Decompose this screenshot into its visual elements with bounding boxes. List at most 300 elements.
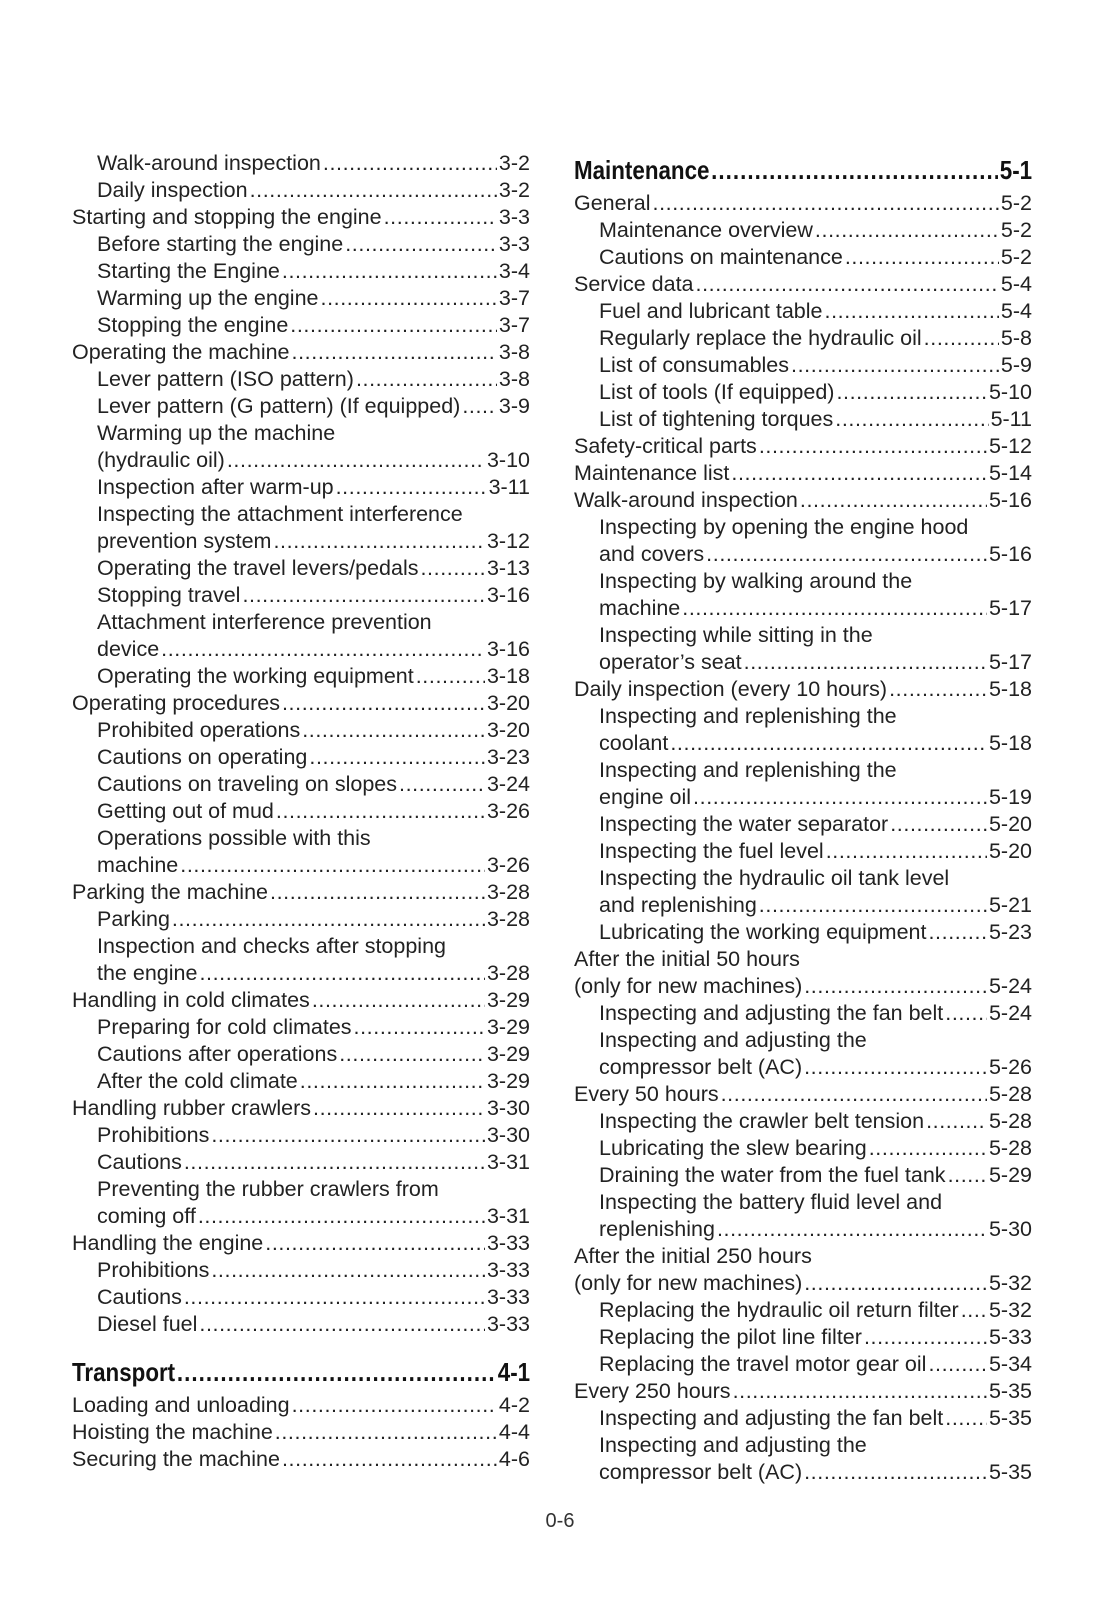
dot-leader bbox=[399, 771, 485, 798]
toc-entry-title: Inspecting and adjusting the fan belt bbox=[599, 1001, 944, 1025]
toc-entry[interactable] bbox=[574, 460, 1032, 487]
toc-entry-title: Daily inspection (every 10 hours) bbox=[574, 677, 888, 701]
dot-leader bbox=[653, 190, 999, 217]
toc-entry-title: Inspecting and adjusting the bbox=[599, 1433, 867, 1457]
toc-entry-title: Cautions on traveling on slopes bbox=[97, 772, 397, 796]
toc-entry-title: Every 250 hours bbox=[574, 1379, 731, 1403]
dot-leader bbox=[759, 892, 987, 919]
toc-entry-title: Fuel and lubricant table bbox=[599, 299, 823, 323]
toc-entry[interactable] bbox=[574, 1162, 1032, 1189]
toc-entry-title: Diesel fuel bbox=[97, 1312, 198, 1336]
toc-entry[interactable] bbox=[574, 946, 1032, 973]
toc-entry-title: Inspecting and adjusting the bbox=[599, 1028, 867, 1052]
toc-entry[interactable] bbox=[72, 933, 530, 960]
toc-entry-title: Cautions on maintenance bbox=[599, 245, 843, 269]
toc-left-column bbox=[72, 150, 530, 1473]
toc-entry-title: Inspection and checks after stopping bbox=[97, 934, 446, 958]
toc-entry[interactable] bbox=[574, 595, 1032, 622]
toc-entry-title: Stopping travel bbox=[97, 583, 241, 607]
toc-entry-title: Securing the machine bbox=[72, 1447, 280, 1471]
toc-entry-page: 5-33 bbox=[988, 1325, 1032, 1349]
dot-leader bbox=[300, 1068, 485, 1095]
toc-entry-title: List of tightening torques bbox=[599, 407, 834, 431]
toc-entry-title: Stopping the engine bbox=[97, 313, 289, 337]
dot-leader bbox=[928, 1351, 987, 1378]
toc-entry[interactable] bbox=[574, 352, 1032, 379]
toc-entry[interactable] bbox=[574, 1378, 1032, 1405]
dot-leader bbox=[845, 244, 999, 271]
toc-entry-title: Maintenance overview bbox=[599, 218, 813, 242]
toc-entry[interactable] bbox=[72, 852, 530, 879]
toc-entry[interactable] bbox=[72, 609, 530, 636]
toc-entry-page: 5-20 bbox=[988, 839, 1032, 863]
toc-entry-page: 5-8 bbox=[1000, 326, 1032, 350]
dot-leader bbox=[336, 474, 487, 501]
toc-entry[interactable] bbox=[72, 1284, 530, 1311]
toc-entry[interactable] bbox=[72, 204, 530, 231]
toc-entry[interactable] bbox=[574, 1000, 1032, 1027]
toc-entry-page: 3-3 bbox=[498, 232, 530, 256]
dot-leader bbox=[282, 690, 485, 717]
toc-entry-title: Operating the working equipment bbox=[97, 664, 414, 688]
dot-leader bbox=[184, 1284, 485, 1311]
toc-entry-page: 5-2 bbox=[1000, 191, 1032, 215]
toc-entry-title: replenishing bbox=[599, 1217, 715, 1241]
toc-entry-page: 3-26 bbox=[486, 799, 530, 823]
dot-leader bbox=[292, 1392, 497, 1419]
toc-entry[interactable] bbox=[72, 1446, 530, 1473]
toc-entry[interactable] bbox=[574, 190, 1032, 217]
toc-entry-page: 5-23 bbox=[988, 920, 1032, 944]
dot-leader bbox=[180, 852, 485, 879]
dot-leader bbox=[869, 1135, 987, 1162]
dot-leader bbox=[836, 379, 987, 406]
toc-entry-page: 5-4 bbox=[1000, 272, 1032, 296]
toc-entry-title: compressor belt (AC) bbox=[599, 1055, 803, 1079]
toc-entry-title: machine bbox=[97, 853, 179, 877]
dot-leader bbox=[276, 798, 485, 825]
toc-entry[interactable] bbox=[574, 298, 1032, 325]
toc-entry[interactable] bbox=[574, 973, 1032, 1000]
toc-entry-title: Handling rubber crawlers bbox=[72, 1096, 311, 1120]
dot-leader bbox=[275, 1419, 497, 1446]
toc-entry[interactable] bbox=[72, 1176, 530, 1203]
toc-entry-title: engine oil bbox=[599, 785, 692, 809]
toc-entry-title: Handling the engine bbox=[72, 1231, 264, 1255]
dot-leader bbox=[282, 1446, 497, 1473]
toc-entry-title: Lever pattern (G pattern) (If equipped) bbox=[97, 394, 461, 418]
toc-entry[interactable] bbox=[72, 258, 530, 285]
toc-entry-title: Walk-around inspection bbox=[97, 151, 321, 175]
toc-entry-title: Prohibitions bbox=[97, 1258, 210, 1282]
toc-entry[interactable] bbox=[574, 1189, 1032, 1216]
toc-entry-page: 3-7 bbox=[498, 286, 530, 310]
toc-right-column bbox=[574, 150, 1032, 1486]
toc-entry-title: Starting and stopping the engine bbox=[72, 205, 382, 229]
toc-entry[interactable] bbox=[574, 730, 1032, 757]
toc-entry[interactable] bbox=[574, 244, 1032, 271]
toc-entry-page: 5-35 bbox=[988, 1406, 1032, 1430]
dot-leader bbox=[804, 1270, 987, 1297]
dot-leader bbox=[815, 217, 999, 244]
toc-entry-title: Cautions bbox=[97, 1285, 182, 1309]
toc-entry[interactable] bbox=[72, 420, 530, 447]
toc-entry[interactable] bbox=[574, 1027, 1032, 1054]
toc-entry[interactable] bbox=[72, 1122, 530, 1149]
toc-entry-page: 3-16 bbox=[486, 637, 530, 661]
toc-entry[interactable] bbox=[72, 1257, 530, 1284]
toc-entry-title: Inspecting the crawler belt tension bbox=[599, 1109, 925, 1133]
toc-entry-page: 5-4 bbox=[1000, 299, 1032, 323]
toc-entry-title: Starting the Engine bbox=[97, 259, 280, 283]
toc-entry-title: Inspection after warm-up bbox=[97, 475, 334, 499]
toc-entry-page: 5-28 bbox=[988, 1109, 1032, 1133]
toc-entry-title: Cautions bbox=[97, 1150, 182, 1174]
toc-entry-page: 3-20 bbox=[486, 691, 530, 715]
toc-entry[interactable] bbox=[72, 1149, 530, 1176]
dot-leader bbox=[356, 366, 497, 393]
toc-entry[interactable] bbox=[574, 487, 1032, 514]
toc-entry[interactable] bbox=[72, 1095, 530, 1122]
toc-entry-page: 5-30 bbox=[988, 1217, 1032, 1241]
toc-entry-page: 3-2 bbox=[498, 151, 530, 175]
toc-entry-title: Lever pattern (ISO pattern) bbox=[97, 367, 354, 391]
toc-entry[interactable] bbox=[72, 690, 530, 717]
toc-chapter-maintenance[interactable] bbox=[574, 150, 1032, 190]
toc-entry[interactable] bbox=[72, 663, 530, 690]
dot-leader bbox=[227, 447, 485, 474]
toc-entry-page: 3-10 bbox=[486, 448, 530, 472]
toc-entry-title: prevention system bbox=[97, 529, 272, 553]
toc-entry[interactable] bbox=[72, 1068, 530, 1095]
toc-entry[interactable] bbox=[574, 1108, 1032, 1135]
toc-entry-page: 3-30 bbox=[486, 1096, 530, 1120]
toc-entry-title: After the initial 50 hours bbox=[574, 947, 800, 971]
dot-leader bbox=[889, 676, 987, 703]
toc-entry[interactable] bbox=[574, 325, 1032, 352]
toc-entry[interactable] bbox=[574, 757, 1032, 784]
dot-leader bbox=[312, 987, 485, 1014]
toc-entry[interactable] bbox=[574, 1324, 1032, 1351]
dot-leader bbox=[339, 1041, 485, 1068]
dot-leader bbox=[199, 1311, 485, 1338]
toc-entry-title: Hoisting the machine bbox=[72, 1420, 273, 1444]
toc-entry-page: 5-32 bbox=[988, 1271, 1032, 1295]
toc-entry-title: Every 50 hours bbox=[574, 1082, 719, 1106]
toc-entry[interactable] bbox=[72, 393, 530, 420]
toc-entry[interactable] bbox=[72, 960, 530, 987]
toc-entry-page: 3-9 bbox=[498, 394, 530, 418]
toc-entry[interactable] bbox=[574, 1351, 1032, 1378]
dot-leader bbox=[864, 1324, 987, 1351]
toc-entry[interactable] bbox=[574, 784, 1032, 811]
toc-entry[interactable] bbox=[72, 906, 530, 933]
toc-entry-page: 5-2 bbox=[1000, 218, 1032, 242]
toc-entry-title: operator’s seat bbox=[599, 650, 742, 674]
dot-leader bbox=[961, 1297, 987, 1324]
toc-entry[interactable] bbox=[574, 865, 1032, 892]
toc-entry[interactable] bbox=[72, 798, 530, 825]
toc-entry-page: 5-26 bbox=[988, 1055, 1032, 1079]
toc-entry-page: 3-4 bbox=[498, 259, 530, 283]
toc-entry-title: Preparing for cold climates bbox=[97, 1015, 352, 1039]
dot-leader bbox=[211, 1122, 485, 1149]
toc-entry[interactable] bbox=[574, 838, 1032, 865]
toc-entry[interactable] bbox=[574, 433, 1032, 460]
dot-leader bbox=[313, 1095, 485, 1122]
toc-entry-page: 3-33 bbox=[486, 1312, 530, 1336]
toc-entry-page: 5-12 bbox=[988, 434, 1032, 458]
toc-entry-page: 3-26 bbox=[486, 853, 530, 877]
toc-entry[interactable] bbox=[72, 1041, 530, 1068]
toc-entry-page: 5-24 bbox=[988, 1001, 1032, 1025]
toc-entry-title: Walk-around inspection bbox=[574, 488, 798, 512]
toc-entry[interactable] bbox=[574, 541, 1032, 568]
toc-entry-page: 3-11 bbox=[488, 475, 530, 499]
toc-entry-title: (hydraulic oil) bbox=[97, 448, 225, 472]
toc-entry[interactable] bbox=[72, 1419, 530, 1446]
dot-leader bbox=[945, 1405, 987, 1432]
toc-entry[interactable] bbox=[72, 825, 530, 852]
toc-entry[interactable] bbox=[574, 406, 1032, 433]
dot-leader bbox=[670, 730, 987, 757]
toc-entry-title: Daily inspection bbox=[97, 178, 248, 202]
toc-entry[interactable] bbox=[574, 892, 1032, 919]
toc-entry-title: Inspecting and replenishing the bbox=[599, 704, 897, 728]
dot-leader bbox=[177, 1352, 496, 1392]
dot-leader bbox=[682, 595, 987, 622]
toc-entry-page: 3-23 bbox=[486, 745, 530, 769]
toc-entry-title: Loading and unloading bbox=[72, 1393, 290, 1417]
dot-leader bbox=[706, 541, 987, 568]
dot-leader bbox=[717, 1216, 987, 1243]
dot-leader bbox=[825, 298, 999, 325]
dot-leader bbox=[184, 1149, 485, 1176]
toc-entry[interactable] bbox=[574, 811, 1032, 838]
dot-leader bbox=[384, 204, 497, 231]
toc-entry-page: 5-16 bbox=[988, 542, 1032, 566]
dot-leader bbox=[211, 1257, 485, 1284]
toc-entry-page: 3-31 bbox=[486, 1204, 530, 1228]
toc-entry-title: Warming up the engine bbox=[97, 286, 319, 310]
toc-entry[interactable] bbox=[72, 1230, 530, 1257]
toc-entry-page: 5-24 bbox=[988, 974, 1032, 998]
toc-entry-page: 5-9 bbox=[1000, 353, 1032, 377]
toc-entry-title: Safety-critical parts bbox=[574, 434, 757, 458]
toc-entry[interactable] bbox=[72, 285, 530, 312]
toc-entry-page: 5-32 bbox=[988, 1298, 1032, 1322]
toc-entry-title: Before starting the engine bbox=[97, 232, 344, 256]
toc-entry[interactable] bbox=[72, 771, 530, 798]
chapter-spacer bbox=[72, 1338, 530, 1352]
toc-entry-title: Inspecting the battery fluid level and bbox=[599, 1190, 943, 1214]
toc-entry-page: 5-10 bbox=[988, 380, 1032, 404]
toc-entry-title: (only for new machines) bbox=[574, 974, 803, 998]
toc-entry-title: Inspecting the fuel level bbox=[599, 839, 824, 863]
toc-entry[interactable] bbox=[72, 177, 530, 204]
toc-entry[interactable] bbox=[72, 1311, 530, 1338]
toc-entry-title: Regularly replace the hydraulic oil bbox=[599, 326, 922, 350]
toc-entry-page: 5-28 bbox=[988, 1082, 1032, 1106]
toc-entry[interactable] bbox=[574, 919, 1032, 946]
toc-entry-page: 3-3 bbox=[498, 205, 530, 229]
dot-leader bbox=[420, 555, 484, 582]
dot-leader bbox=[161, 636, 485, 663]
dot-leader bbox=[744, 649, 987, 676]
toc-entry[interactable] bbox=[72, 879, 530, 906]
toc-entry-title: and replenishing bbox=[599, 893, 757, 917]
toc-entry-title: compressor belt (AC) bbox=[599, 1460, 803, 1484]
toc-entry-page: 4-2 bbox=[498, 1393, 530, 1417]
toc-entry[interactable] bbox=[574, 1297, 1032, 1324]
toc-entry[interactable] bbox=[574, 1432, 1032, 1459]
toc-entry-title: Getting out of mud bbox=[97, 799, 274, 823]
toc-entry-title: Cautions on operating bbox=[97, 745, 308, 769]
toc-entry[interactable] bbox=[72, 312, 530, 339]
toc-entry-page: 3-8 bbox=[498, 340, 530, 364]
toc-entry-page: 3-16 bbox=[486, 583, 530, 607]
toc-entry-title: Inspecting by opening the engine hood bbox=[599, 515, 969, 539]
toc-entry-page: 3-28 bbox=[486, 961, 530, 985]
toc-entry[interactable] bbox=[574, 703, 1032, 730]
toc-entry[interactable] bbox=[72, 744, 530, 771]
toc-entry[interactable] bbox=[72, 150, 530, 177]
dot-leader bbox=[721, 1081, 987, 1108]
dot-leader bbox=[462, 393, 497, 420]
toc-entry[interactable] bbox=[574, 514, 1032, 541]
toc-entry-page: 3-18 bbox=[486, 664, 530, 688]
dot-leader bbox=[800, 487, 987, 514]
toc-entry[interactable] bbox=[72, 528, 530, 555]
dot-leader bbox=[890, 811, 987, 838]
toc-entry-page: 5-2 bbox=[1000, 245, 1032, 269]
toc-entry[interactable] bbox=[574, 271, 1032, 298]
toc-entry[interactable] bbox=[72, 1203, 530, 1230]
toc-entry-page: 3-33 bbox=[486, 1231, 530, 1255]
toc-entry[interactable] bbox=[574, 1054, 1032, 1081]
toc-entry[interactable] bbox=[574, 1459, 1032, 1486]
toc-entry[interactable] bbox=[574, 217, 1032, 244]
toc-entry-page: 5-28 bbox=[988, 1136, 1032, 1160]
toc-entry-title: Prohibited operations bbox=[97, 718, 301, 742]
dot-leader bbox=[693, 784, 987, 811]
toc-entry-page: 3-12 bbox=[486, 529, 530, 553]
toc-entry[interactable] bbox=[72, 501, 530, 528]
toc-entry[interactable] bbox=[574, 1216, 1032, 1243]
toc-entry-title: Transport bbox=[72, 1357, 176, 1387]
toc-entry-page: 3-29 bbox=[486, 1015, 530, 1039]
toc-entry[interactable] bbox=[72, 366, 530, 393]
dot-leader bbox=[309, 744, 485, 771]
toc-entry-title: Operating the travel levers/pedals bbox=[97, 556, 419, 580]
toc-entry[interactable] bbox=[574, 1135, 1032, 1162]
toc-entry[interactable] bbox=[574, 649, 1032, 676]
toc-entry[interactable] bbox=[72, 555, 530, 582]
toc-entry[interactable] bbox=[72, 582, 530, 609]
dot-leader bbox=[835, 406, 988, 433]
toc-entry-title: General bbox=[574, 191, 651, 215]
toc-entry-title: Preventing the rubber crawlers from bbox=[97, 1177, 439, 1201]
dot-leader bbox=[199, 960, 485, 987]
toc-entry-title: machine bbox=[599, 596, 681, 620]
toc-entry[interactable] bbox=[72, 474, 530, 501]
toc-entry-title: Inspecting by walking around the bbox=[599, 569, 913, 593]
toc-entry-page: 5-19 bbox=[988, 785, 1032, 809]
toc-entry[interactable] bbox=[72, 339, 530, 366]
toc-entry-page: 4-1 bbox=[497, 1357, 531, 1387]
toc-entry[interactable] bbox=[72, 1392, 530, 1419]
toc-entry[interactable] bbox=[574, 1270, 1032, 1297]
toc-entry-page: 5-18 bbox=[988, 677, 1032, 701]
dot-leader bbox=[250, 177, 497, 204]
toc-entry-title: Inspecting while sitting in the bbox=[599, 623, 873, 647]
dot-leader bbox=[759, 433, 987, 460]
dot-leader bbox=[924, 325, 999, 352]
toc-entry-title: Warming up the machine bbox=[97, 421, 336, 445]
toc-entry[interactable] bbox=[574, 379, 1032, 406]
toc-entry-page: 5-20 bbox=[988, 812, 1032, 836]
toc-entry[interactable] bbox=[72, 447, 530, 474]
toc-entry[interactable] bbox=[72, 1014, 530, 1041]
toc-entry-title: List of tools (If equipped) bbox=[599, 380, 835, 404]
toc-entry-title: Operations possible with this bbox=[97, 826, 371, 850]
toc-entry-title: Replacing the travel motor gear oil bbox=[599, 1352, 927, 1376]
dot-leader bbox=[928, 919, 986, 946]
toc-entry[interactable] bbox=[574, 568, 1032, 595]
dot-leader bbox=[265, 1230, 485, 1257]
toc-entry-page: 3-28 bbox=[486, 907, 530, 931]
dot-leader bbox=[731, 460, 987, 487]
dot-leader bbox=[926, 1108, 987, 1135]
toc-entry-title: Lubricating the slew bearing bbox=[599, 1136, 867, 1160]
toc-entry-title: Service data bbox=[574, 272, 694, 296]
toc-entry-page: 3-24 bbox=[486, 772, 530, 796]
toc-entry-title: Inspecting the water separator bbox=[599, 812, 889, 836]
dot-leader bbox=[321, 285, 497, 312]
toc-entry[interactable] bbox=[72, 231, 530, 258]
toc-chapter-transport[interactable] bbox=[72, 1352, 530, 1392]
dot-leader bbox=[416, 663, 485, 690]
toc-entry-page: 5-35 bbox=[988, 1460, 1032, 1484]
toc-entry-title: Inspecting the hydraulic oil tank level bbox=[599, 866, 950, 890]
toc-entry-title: Cautions after operations bbox=[97, 1042, 338, 1066]
toc-entry-page: 3-33 bbox=[486, 1285, 530, 1309]
toc-entry[interactable] bbox=[574, 1243, 1032, 1270]
dot-leader bbox=[945, 1000, 987, 1027]
toc-entry[interactable] bbox=[574, 622, 1032, 649]
toc-entry-page: 5-17 bbox=[988, 650, 1032, 674]
dot-leader bbox=[804, 973, 987, 1000]
toc-entry-title: Maintenance bbox=[574, 155, 710, 185]
toc-entry[interactable] bbox=[574, 1081, 1032, 1108]
toc-entry[interactable] bbox=[72, 717, 530, 744]
toc-entry-title: Prohibitions bbox=[97, 1123, 210, 1147]
toc-entry-title: Operating procedures bbox=[72, 691, 280, 715]
toc-entry-page: 5-18 bbox=[988, 731, 1032, 755]
toc-entry[interactable] bbox=[72, 636, 530, 663]
toc-entry[interactable] bbox=[574, 1405, 1032, 1432]
toc-entry[interactable] bbox=[72, 987, 530, 1014]
dot-leader bbox=[270, 879, 485, 906]
dot-leader bbox=[826, 838, 987, 865]
toc-entry[interactable] bbox=[574, 676, 1032, 703]
dot-leader bbox=[696, 271, 999, 298]
toc-entry-page: 5-11 bbox=[990, 407, 1032, 431]
toc-entry-page: 3-2 bbox=[498, 178, 530, 202]
dot-leader bbox=[282, 258, 497, 285]
toc-entry-page: 3-20 bbox=[486, 718, 530, 742]
toc-entry-page: 3-7 bbox=[498, 313, 530, 337]
